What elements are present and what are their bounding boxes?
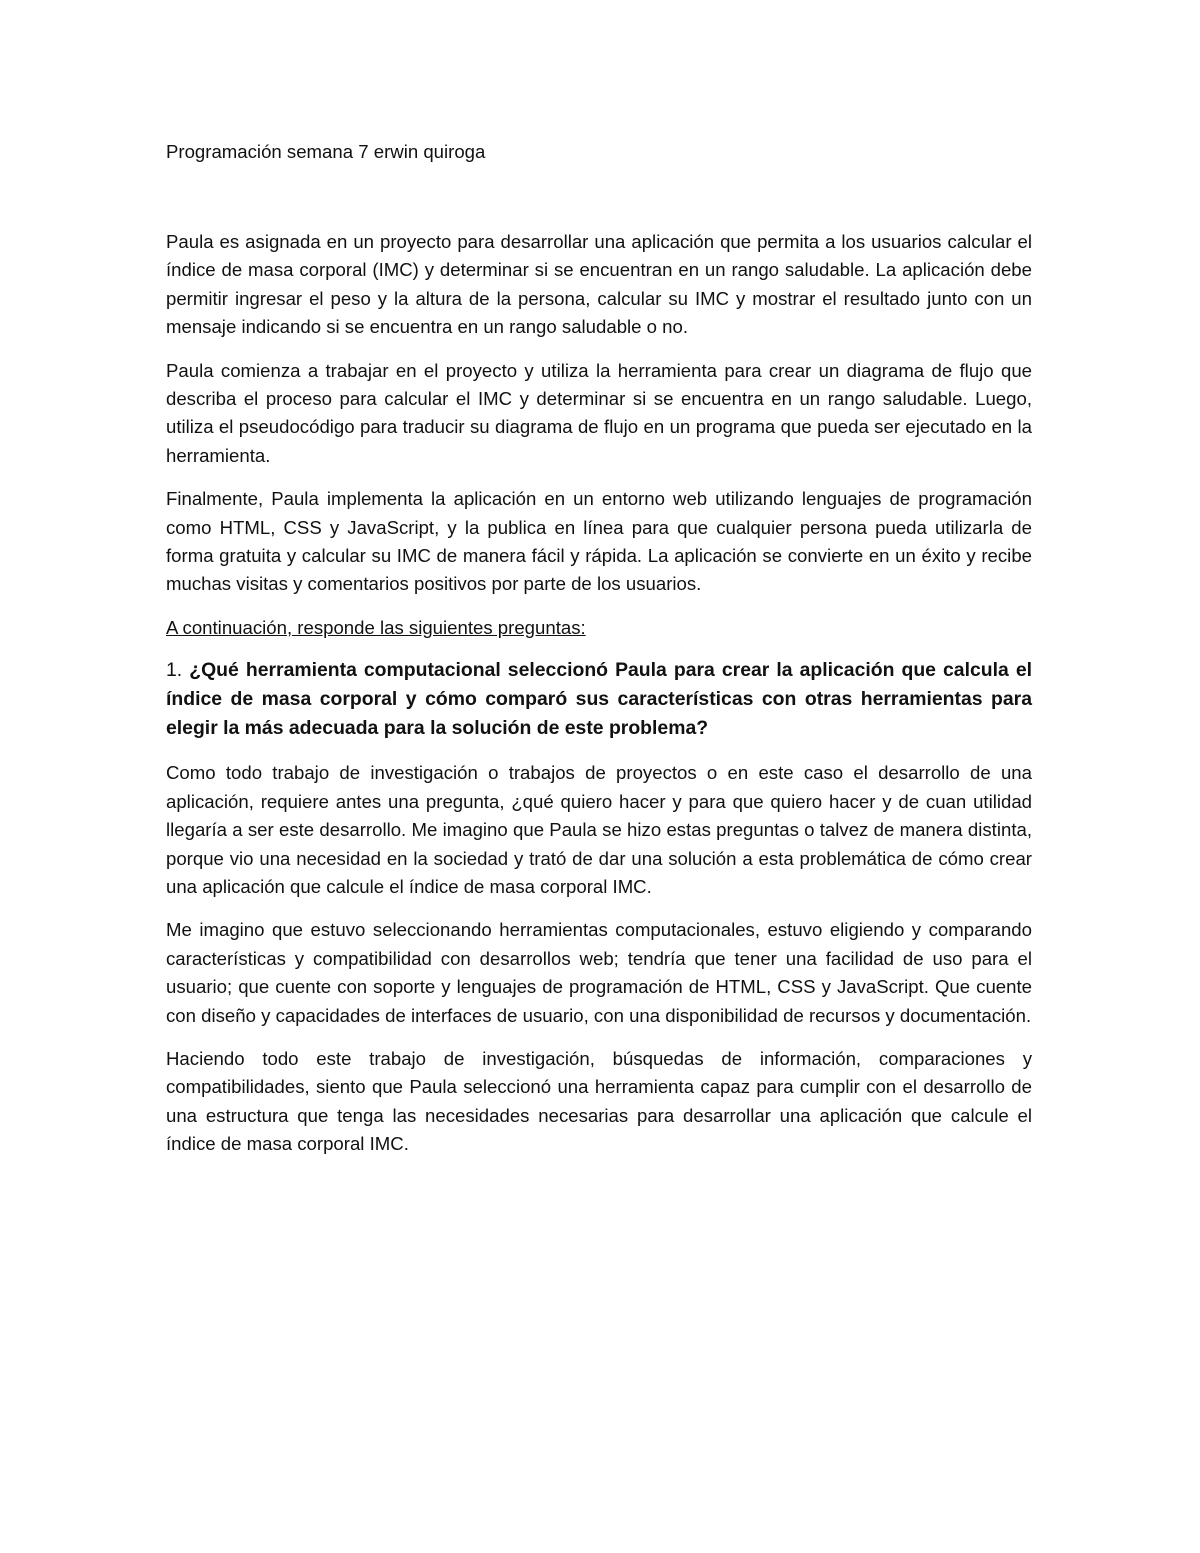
- intro-paragraph-2: Paula comienza a trabajar en el proyecto y utiliza la herramienta para crear un diagrama de flujo que describa el proceso para calcular el IMC y determinar si se encuentra en un rango saludable. Luego, utiliza el pseudocódigo para traducir su diagrama de flujo en un programa que pueda ser ejecutado en la herramienta.: [166, 359, 1032, 466]
- document-title: Programación semana 7 erwin quiroga: [166, 141, 486, 162]
- answer-paragraph-1: Como todo trabajo de investigación o trabajos de proyectos o en este caso el desarrollo de una aplicación, requiere antes una pregunta, ¿qué quiero hacer y para que quiero hacer y de cuan utilidad llegaría a ser este desarrollo. Me imagino que Paula se hizo estas preguntas o talvez de manera distinta, porque vio una necesidad en la sociedad y trató de dar una solución a esta problemática de cómo crear una aplicación que calcule el índice de masa corporal IMC.: [166, 762, 1032, 897]
- question-number: 1.: [166, 659, 183, 682]
- document-body: [166, 138, 1032, 1174]
- answer-paragraph-3: Haciendo todo este trabajo de investigación, búsquedas de información, comparaciones y compatibilidades, siento que Paula seleccionó una herramienta capaz para cumplir con el desarrollo de una estructura que tenga las necesidades necesarias para desarrollar una aplicación que calcule el índice de masa corporal IMC.: [166, 1047, 1032, 1155]
- questions-prompt: A continuación, responde las siguientes preguntas:: [166, 616, 586, 638]
- intro-paragraph-1: Paula es asignada en un proyecto para desarrollar una aplicación que permita a los usuarios calcular el índice de masa corporal (IMC) y determinar si se encuentran en un rango saludable. La aplicación debe permitir ingresar el peso y la altura de la persona, calcular su IMC y mostrar el resultado junto con un mensaje indicando si se encuentra en un rango saludable o no.: [166, 231, 1032, 338]
- intro-paragraph-3: Finalmente, Paula implementa la aplicación en un entorno web utilizando lenguajes de programación como HTML, CSS y JavaScript, y la publica en línea para que cualquier persona pueda utilizarla de forma gratuita y calcular su IMC de manera fácil y rápida. La aplicación se convierte en un éxito y recibe muchas visitas y comentarios positivos por parte de los usuarios.: [166, 488, 1032, 595]
- question-text: ¿Qué herramienta computacional seleccionó Paula para crear la aplicación que calcula el índice de masa corporal y cómo comparó sus características con otras herramientas para elegir la más adecuada para la solución de este problema?: [166, 659, 1032, 740]
- answer-paragraph-2: Me imagino que estuvo seleccionando herramientas computacionales, estuvo eligiendo y comparando características y compatibilidad con desarrollos web; tendría que tener una facilidad de uso para el usuario; que cuente con soporte y lenguajes de programación de HTML, CSS y JavaScript. Que cuente con diseño y capacidades de interfaces de usuario, con una disponibilidad de recursos y documentación.: [166, 919, 1032, 1026]
- question-1: [166, 656, 1032, 743]
